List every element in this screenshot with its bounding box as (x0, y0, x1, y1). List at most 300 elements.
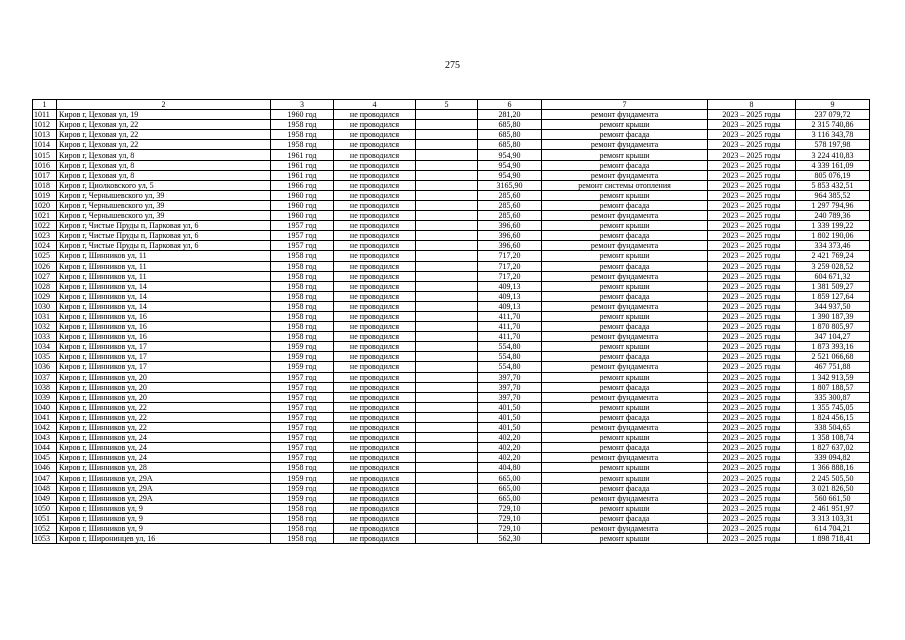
table-row (33, 322, 870, 332)
cell-blank-cell (416, 503, 478, 513)
table-row (33, 473, 870, 483)
cell-area: 717,20 (478, 271, 542, 281)
cell-cost: 240 789,36 (796, 211, 870, 221)
cell-cost: 1 873 393,16 (796, 342, 870, 352)
cell-row-number: 1045 (33, 453, 57, 463)
table-row (33, 483, 870, 493)
cell-last-repair: не проводился (334, 251, 416, 261)
cell-last-repair: не проводился (334, 534, 416, 544)
cell-area: 554,80 (478, 352, 542, 362)
cell-row-number: 1025 (33, 251, 57, 261)
column-header-8: 8 (708, 100, 796, 110)
table-row (33, 130, 870, 140)
cell-work-type: ремонт крыши (542, 221, 708, 231)
cell-repair-period: 2023 – 2025 годы (708, 160, 796, 170)
cell-last-repair: не проводился (334, 271, 416, 281)
cell-work-type: ремонт фундамента (542, 362, 708, 372)
cell-blank-cell (416, 241, 478, 251)
cell-cost: 4 339 161,09 (796, 160, 870, 170)
cell-address: Киров г, Шинников ул, 24 (57, 443, 271, 453)
cell-row-number: 1032 (33, 322, 57, 332)
cell-last-repair: не проводился (334, 170, 416, 180)
cell-cost: 2 245 505,50 (796, 473, 870, 483)
cell-blank-cell (416, 160, 478, 170)
cell-address: Киров г, Шинников ул, 29А (57, 473, 271, 483)
cell-work-type: ремонт фасада (542, 291, 708, 301)
cell-last-repair: не проводился (334, 120, 416, 130)
cell-last-repair: не проводился (334, 150, 416, 160)
column-header-5: 5 (416, 100, 478, 110)
cell-last-repair: не проводился (334, 483, 416, 493)
cell-work-type: ремонт фасада (542, 130, 708, 140)
cell-row-number: 1036 (33, 362, 57, 372)
cell-row-number: 1031 (33, 311, 57, 321)
cell-last-repair: не проводился (334, 110, 416, 120)
table-row (33, 190, 870, 200)
cell-cost: 560 661,50 (796, 493, 870, 503)
cell-work-type: ремонт крыши (542, 534, 708, 544)
cell-row-number: 1038 (33, 382, 57, 392)
cell-area: 409,13 (478, 281, 542, 291)
table-row (33, 150, 870, 160)
cell-repair-period: 2023 – 2025 годы (708, 231, 796, 241)
cell-cost: 1 898 718,41 (796, 534, 870, 544)
table-row (33, 423, 870, 433)
table-row (33, 453, 870, 463)
cell-blank-cell (416, 342, 478, 352)
cell-build-year: 1958 год (271, 281, 334, 291)
cell-blank-cell (416, 170, 478, 180)
cell-repair-period: 2023 – 2025 годы (708, 352, 796, 362)
cell-last-repair: не проводился (334, 473, 416, 483)
cell-repair-period: 2023 – 2025 годы (708, 332, 796, 342)
cell-work-type: ремонт крыши (542, 150, 708, 160)
cell-address: Киров г, Шинников ул, 28 (57, 463, 271, 473)
cell-row-number: 1048 (33, 483, 57, 493)
cell-blank-cell (416, 311, 478, 321)
cell-blank-cell (416, 261, 478, 271)
cell-row-number: 1043 (33, 433, 57, 443)
cell-row-number: 1012 (33, 120, 57, 130)
cell-repair-period: 2023 – 2025 годы (708, 473, 796, 483)
cell-row-number: 1015 (33, 150, 57, 160)
cell-blank-cell (416, 332, 478, 342)
cell-cost: 5 853 432,51 (796, 180, 870, 190)
table-row (33, 301, 870, 311)
cell-work-type: ремонт фундамента (542, 301, 708, 311)
cell-address: Киров г, Шинников ул, 11 (57, 261, 271, 271)
cell-work-type: ремонт крыши (542, 120, 708, 130)
cell-last-repair: не проводился (334, 211, 416, 221)
cell-last-repair: не проводился (334, 443, 416, 453)
cell-row-number: 1046 (33, 463, 57, 473)
cell-cost: 805 076,19 (796, 170, 870, 180)
cell-cost: 2 461 951,97 (796, 503, 870, 513)
cell-cost: 2 315 740,86 (796, 120, 870, 130)
cell-build-year: 1957 год (271, 423, 334, 433)
table-row (33, 281, 870, 291)
cell-cost: 1 807 188,57 (796, 382, 870, 392)
cell-row-number: 1047 (33, 473, 57, 483)
cell-last-repair: не проводился (334, 423, 416, 433)
cell-repair-period: 2023 – 2025 годы (708, 211, 796, 221)
cell-blank-cell (416, 534, 478, 544)
table-row (33, 392, 870, 402)
cell-row-number: 1037 (33, 372, 57, 382)
cell-area: 685,80 (478, 140, 542, 150)
cell-area: 402,20 (478, 433, 542, 443)
cell-build-year: 1958 год (271, 261, 334, 271)
table-row (33, 311, 870, 321)
cell-row-number: 1052 (33, 523, 57, 533)
cell-last-repair: не проводился (334, 493, 416, 503)
cell-area: 954,90 (478, 170, 542, 180)
cell-cost: 1 870 805,97 (796, 322, 870, 332)
cell-area: 954,90 (478, 150, 542, 160)
cell-address: Киров г, Шинников ул, 14 (57, 281, 271, 291)
cell-address: Киров г, Циолковского ул, 5 (57, 180, 271, 190)
cell-blank-cell (416, 523, 478, 533)
cell-repair-period: 2023 – 2025 годы (708, 503, 796, 513)
cell-cost: 335 300,87 (796, 392, 870, 402)
cell-blank-cell (416, 483, 478, 493)
cell-address: Киров г, Шинников ул, 16 (57, 311, 271, 321)
cell-cost: 3 259 028,52 (796, 261, 870, 271)
cell-work-type: ремонт фундамента (542, 241, 708, 251)
cell-address: Киров г, Шинников ул, 20 (57, 382, 271, 392)
cell-build-year: 1958 год (271, 463, 334, 473)
column-header-2: 2 (57, 100, 271, 110)
cell-row-number: 1023 (33, 231, 57, 241)
cell-cost: 2 521 066,68 (796, 352, 870, 362)
cell-cost: 614 704,21 (796, 523, 870, 533)
cell-cost: 3 224 410,83 (796, 150, 870, 160)
cell-build-year: 1958 год (271, 534, 334, 544)
cell-address: Киров г, Шинников ул, 11 (57, 271, 271, 281)
cell-build-year: 1959 год (271, 473, 334, 483)
cell-last-repair: не проводился (334, 433, 416, 443)
cell-area: 554,80 (478, 362, 542, 372)
cell-row-number: 1021 (33, 211, 57, 221)
cell-build-year: 1958 год (271, 251, 334, 261)
cell-last-repair: не проводился (334, 291, 416, 301)
table-row (33, 352, 870, 362)
cell-address: Киров г, Широнинцев ул, 16 (57, 534, 271, 544)
cell-last-repair: не проводился (334, 221, 416, 231)
cell-repair-period: 2023 – 2025 годы (708, 372, 796, 382)
cell-blank-cell (416, 231, 478, 241)
cell-build-year: 1958 год (271, 301, 334, 311)
cell-repair-period: 2023 – 2025 годы (708, 120, 796, 130)
cell-cost: 344 937,50 (796, 301, 870, 311)
cell-area: 396,60 (478, 221, 542, 231)
cell-repair-period: 2023 – 2025 годы (708, 200, 796, 210)
cell-blank-cell (416, 120, 478, 130)
cell-build-year: 1958 год (271, 503, 334, 513)
cell-blank-cell (416, 281, 478, 291)
cell-area: 729,10 (478, 513, 542, 523)
cell-address: Киров г, Шинников ул, 14 (57, 291, 271, 301)
cell-last-repair: не проводился (334, 463, 416, 473)
table-row (33, 251, 870, 261)
cell-work-type: ремонт фундамента (542, 271, 708, 281)
cell-blank-cell (416, 110, 478, 120)
cell-build-year: 1961 год (271, 150, 334, 160)
cell-cost: 237 079,72 (796, 110, 870, 120)
cell-address: Киров г, Цеховая ул, 8 (57, 170, 271, 180)
cell-blank-cell (416, 473, 478, 483)
cell-row-number: 1035 (33, 352, 57, 362)
cell-address: Киров г, Шинников ул, 22 (57, 402, 271, 412)
cell-blank-cell (416, 493, 478, 503)
cell-blank-cell (416, 180, 478, 190)
cell-build-year: 1958 год (271, 271, 334, 281)
cell-work-type: ремонт фундамента (542, 110, 708, 120)
cell-build-year: 1957 год (271, 443, 334, 453)
table-row (33, 503, 870, 513)
cell-address: Киров г, Шинников ул, 20 (57, 392, 271, 402)
cell-last-repair: не проводился (334, 322, 416, 332)
table-row (33, 140, 870, 150)
table-row (33, 231, 870, 241)
cell-work-type: ремонт крыши (542, 503, 708, 513)
cell-repair-period: 2023 – 2025 годы (708, 130, 796, 140)
cell-last-repair: не проводился (334, 513, 416, 523)
cell-work-type: ремонт фундамента (542, 493, 708, 503)
cell-cost: 1 390 187,39 (796, 311, 870, 321)
table-row (33, 221, 870, 231)
repair-program-table (32, 99, 870, 544)
cell-work-type: ремонт крыши (542, 402, 708, 412)
cell-row-number: 1033 (33, 332, 57, 342)
cell-repair-period: 2023 – 2025 годы (708, 443, 796, 453)
table-row (33, 433, 870, 443)
column-header-3: 3 (271, 100, 334, 110)
cell-blank-cell (416, 130, 478, 140)
cell-build-year: 1957 год (271, 231, 334, 241)
table-row (33, 332, 870, 342)
cell-area: 562,30 (478, 534, 542, 544)
table-row (33, 534, 870, 544)
cell-area: 665,00 (478, 483, 542, 493)
cell-address: Киров г, Шинников ул, 9 (57, 513, 271, 523)
cell-work-type: ремонт фасада (542, 160, 708, 170)
cell-build-year: 1957 год (271, 392, 334, 402)
cell-repair-period: 2023 – 2025 годы (708, 311, 796, 321)
cell-last-repair: не проводился (334, 180, 416, 190)
table-row (33, 241, 870, 251)
cell-row-number: 1042 (33, 423, 57, 433)
cell-last-repair: не проводился (334, 301, 416, 311)
cell-area: 554,80 (478, 342, 542, 352)
column-header-6: 6 (478, 100, 542, 110)
cell-work-type: ремонт фундамента (542, 211, 708, 221)
cell-last-repair: не проводился (334, 453, 416, 463)
cell-cost: 3 116 343,78 (796, 130, 870, 140)
cell-area: 409,13 (478, 291, 542, 301)
cell-area: 401,50 (478, 412, 542, 422)
cell-build-year: 1957 год (271, 382, 334, 392)
table-row (33, 211, 870, 221)
cell-repair-period: 2023 – 2025 годы (708, 433, 796, 443)
cell-row-number: 1044 (33, 443, 57, 453)
cell-build-year: 1958 год (271, 130, 334, 140)
cell-blank-cell (416, 423, 478, 433)
cell-cost: 1 859 127,64 (796, 291, 870, 301)
cell-work-type: ремонт крыши (542, 342, 708, 352)
cell-cost: 467 751,88 (796, 362, 870, 372)
cell-cost: 347 104,27 (796, 332, 870, 342)
cell-blank-cell (416, 453, 478, 463)
cell-repair-period: 2023 – 2025 годы (708, 382, 796, 392)
cell-last-repair: не проводился (334, 382, 416, 392)
cell-blank-cell (416, 190, 478, 200)
cell-repair-period: 2023 – 2025 годы (708, 362, 796, 372)
table-row (33, 382, 870, 392)
cell-area: 396,60 (478, 241, 542, 251)
cell-blank-cell (416, 221, 478, 231)
cell-row-number: 1030 (33, 301, 57, 311)
table-row (33, 443, 870, 453)
cell-area: 954,90 (478, 160, 542, 170)
cell-area: 717,20 (478, 261, 542, 271)
cell-cost: 964 385,52 (796, 190, 870, 200)
cell-build-year: 1957 год (271, 453, 334, 463)
column-header-1: 1 (33, 100, 57, 110)
table-row (33, 170, 870, 180)
cell-build-year: 1957 год (271, 372, 334, 382)
cell-build-year: 1958 год (271, 332, 334, 342)
cell-area: 3165,90 (478, 180, 542, 190)
cell-repair-period: 2023 – 2025 годы (708, 110, 796, 120)
cell-build-year: 1958 год (271, 140, 334, 150)
cell-last-repair: не проводился (334, 281, 416, 291)
cell-blank-cell (416, 211, 478, 221)
cell-address: Киров г, Шинников ул, 14 (57, 301, 271, 311)
cell-address: Киров г, Шинников ул, 9 (57, 523, 271, 533)
cell-address: Киров г, Шинников ул, 16 (57, 332, 271, 342)
cell-area: 397,70 (478, 372, 542, 382)
cell-repair-period: 2023 – 2025 годы (708, 423, 796, 433)
cell-blank-cell (416, 291, 478, 301)
cell-area: 402,20 (478, 453, 542, 463)
cell-last-repair: не проводился (334, 231, 416, 241)
cell-cost: 3 021 826,50 (796, 483, 870, 493)
cell-area: 396,60 (478, 231, 542, 241)
table-row (33, 362, 870, 372)
cell-cost: 1 358 108,74 (796, 433, 870, 443)
cell-blank-cell (416, 463, 478, 473)
cell-address: Киров г, Чернышевского ул, 39 (57, 211, 271, 221)
cell-repair-period: 2023 – 2025 годы (708, 291, 796, 301)
table-row (33, 291, 870, 301)
cell-row-number: 1028 (33, 281, 57, 291)
cell-work-type: ремонт крыши (542, 190, 708, 200)
cell-cost: 1 342 913,59 (796, 372, 870, 382)
cell-address: Киров г, Шинников ул, 11 (57, 251, 271, 261)
cell-last-repair: не проводился (334, 352, 416, 362)
cell-blank-cell (416, 301, 478, 311)
cell-row-number: 1022 (33, 221, 57, 231)
cell-repair-period: 2023 – 2025 годы (708, 534, 796, 544)
cell-last-repair: не проводился (334, 261, 416, 271)
cell-build-year: 1959 год (271, 483, 334, 493)
cell-area: 411,70 (478, 332, 542, 342)
cell-work-type: ремонт фасада (542, 352, 708, 362)
cell-address: Киров г, Шинников ул, 29А (57, 493, 271, 503)
cell-address: Киров г, Шинников ул, 16 (57, 322, 271, 332)
cell-row-number: 1011 (33, 110, 57, 120)
cell-row-number: 1034 (33, 342, 57, 352)
cell-repair-period: 2023 – 2025 годы (708, 523, 796, 533)
cell-row-number: 1029 (33, 291, 57, 301)
cell-work-type: ремонт крыши (542, 281, 708, 291)
table-row (33, 271, 870, 281)
cell-cost: 334 373,46 (796, 241, 870, 251)
cell-cost: 3 313 103,31 (796, 513, 870, 523)
cell-work-type: ремонт фундамента (542, 332, 708, 342)
page-number: 275 (445, 60, 460, 71)
table-row (33, 463, 870, 473)
cell-blank-cell (416, 362, 478, 372)
cell-last-repair: не проводился (334, 412, 416, 422)
cell-address: Киров г, Шинников ул, 9 (57, 503, 271, 513)
cell-cost: 1 827 637,02 (796, 443, 870, 453)
cell-cost: 2 421 769,24 (796, 251, 870, 261)
cell-address: Киров г, Шинников ул, 22 (57, 412, 271, 422)
cell-build-year: 1957 год (271, 433, 334, 443)
cell-build-year: 1960 год (271, 211, 334, 221)
cell-work-type: ремонт крыши (542, 473, 708, 483)
cell-row-number: 1014 (33, 140, 57, 150)
cell-repair-period: 2023 – 2025 годы (708, 342, 796, 352)
cell-area: 281,20 (478, 110, 542, 120)
cell-row-number: 1041 (33, 412, 57, 422)
cell-repair-period: 2023 – 2025 годы (708, 190, 796, 200)
cell-address: Киров г, Цеховая ул, 8 (57, 150, 271, 160)
cell-repair-period: 2023 – 2025 годы (708, 271, 796, 281)
cell-repair-period: 2023 – 2025 годы (708, 453, 796, 463)
cell-build-year: 1958 год (271, 291, 334, 301)
cell-row-number: 1016 (33, 160, 57, 170)
table-header-row (33, 100, 870, 110)
cell-address: Киров г, Шинников ул, 20 (57, 372, 271, 382)
cell-last-repair: не проводился (334, 160, 416, 170)
cell-repair-period: 2023 – 2025 годы (708, 493, 796, 503)
cell-address: Киров г, Шинников ул, 17 (57, 352, 271, 362)
cell-last-repair: не проводился (334, 372, 416, 382)
cell-row-number: 1053 (33, 534, 57, 544)
cell-cost: 1 366 888,16 (796, 463, 870, 473)
table-row (33, 372, 870, 382)
cell-row-number: 1013 (33, 130, 57, 140)
cell-repair-period: 2023 – 2025 годы (708, 483, 796, 493)
cell-build-year: 1960 год (271, 200, 334, 210)
cell-build-year: 1959 год (271, 342, 334, 352)
cell-row-number: 1026 (33, 261, 57, 271)
cell-area: 685,80 (478, 130, 542, 140)
cell-work-type: ремонт фундамента (542, 453, 708, 463)
cell-area: 729,10 (478, 523, 542, 533)
cell-cost: 1 355 745,05 (796, 402, 870, 412)
cell-blank-cell (416, 402, 478, 412)
cell-row-number: 1049 (33, 493, 57, 503)
cell-work-type: ремонт фундамента (542, 423, 708, 433)
cell-repair-period: 2023 – 2025 годы (708, 140, 796, 150)
cell-area: 285,60 (478, 190, 542, 200)
cell-area: 401,50 (478, 423, 542, 433)
table-row (33, 412, 870, 422)
